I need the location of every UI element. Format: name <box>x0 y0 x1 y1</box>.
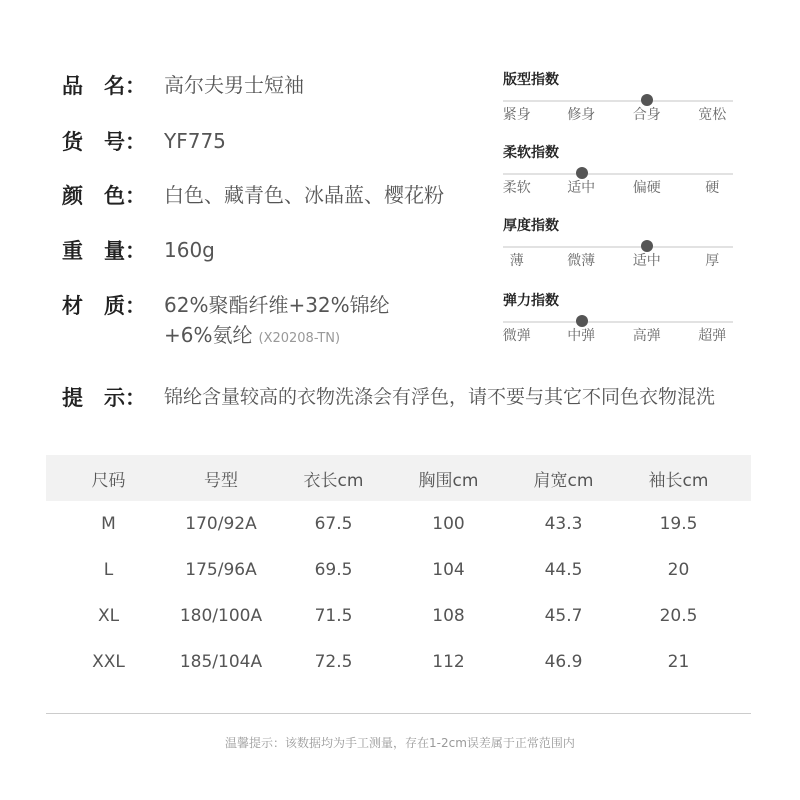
label-char: 货 <box>62 130 83 154</box>
info-key <box>62 126 154 156</box>
index-label: 高弹 <box>632 328 661 344</box>
table-cell: XXL <box>92 652 125 672</box>
product-material <box>164 290 390 354</box>
index-label: 合身 <box>632 107 661 123</box>
header-cell: 袖长cm <box>648 470 709 491</box>
table-cell: 21 <box>667 652 690 672</box>
label-char: 色： <box>104 184 146 208</box>
table-cell: 20.5 <box>659 606 698 626</box>
info-row-name <box>62 70 304 100</box>
index-line <box>503 246 733 248</box>
info-key <box>62 382 154 412</box>
index-line <box>503 321 733 323</box>
table-header <box>46 455 751 501</box>
index-label: 紧身 <box>502 107 531 123</box>
product-name: 高尔夫男士短袖 <box>164 73 304 97</box>
table-cell: 112 <box>432 652 465 672</box>
index-label: 微弹 <box>502 328 531 344</box>
info-key <box>62 235 154 265</box>
thickness-index <box>503 216 733 276</box>
index-title: 版型指数 <box>503 72 559 88</box>
label-char: 示： <box>104 386 146 410</box>
table-cell: 67.5 <box>314 514 353 534</box>
table-cell: 104 <box>432 560 465 580</box>
index-track <box>503 90 733 104</box>
measurement-note: 温馨提示：该数据均为手工测量，存在1-2cm误差属于正常范围内 <box>225 736 575 750</box>
table-cell: 45.7 <box>544 606 583 626</box>
label-char: 品 <box>62 74 83 98</box>
index-track <box>503 163 733 177</box>
table-cell: 69.5 <box>314 560 353 580</box>
label-char: 质： <box>104 294 146 318</box>
index-title: 厚度指数 <box>503 218 559 234</box>
material-line-2 <box>164 320 390 354</box>
table-cell: 43.3 <box>544 514 583 534</box>
label-char: 材 <box>62 294 83 318</box>
product-weight: 160g <box>164 238 215 262</box>
label-char: 颜 <box>62 184 83 208</box>
label-char: 提 <box>62 386 83 410</box>
tip-text: 锦纶含量较高的衣物洗涤会有浮色，请不要与其它不同色衣物混洗 <box>164 386 716 408</box>
table-cell: 185/104A <box>179 652 263 672</box>
info-row-weight <box>62 235 215 265</box>
index-label: 适中 <box>632 253 661 269</box>
index-label: 适中 <box>567 180 596 196</box>
info-key <box>62 180 154 210</box>
product-colors: 白色、藏青色、冰晶蓝、樱花粉 <box>164 183 444 207</box>
index-label: 薄 <box>509 253 524 269</box>
softness-index <box>503 143 733 203</box>
index-track <box>503 236 733 250</box>
index-labels <box>503 177 733 203</box>
care-tip <box>62 382 715 412</box>
divider <box>46 713 751 714</box>
index-line <box>503 173 733 175</box>
table-row <box>46 639 751 685</box>
header-cell: 肩宽cm <box>533 470 594 491</box>
table-cell: 44.5 <box>544 560 583 580</box>
header-cell: 胸围cm <box>418 470 479 491</box>
index-label: 厚 <box>705 253 720 269</box>
info-row-sku <box>62 126 226 156</box>
material-extra: +6%氨纶 <box>164 323 253 347</box>
table-cell: 19.5 <box>659 514 698 534</box>
index-label: 硬 <box>705 180 720 196</box>
index-label: 宽松 <box>698 107 727 123</box>
table-cell: 100 <box>432 514 465 534</box>
index-label: 修身 <box>567 107 596 123</box>
material-line-1: 62%聚酯纤维+32%锦纶 <box>164 293 390 317</box>
table-cell: 71.5 <box>314 606 353 626</box>
table-row <box>46 593 751 639</box>
elasticity-index <box>503 291 733 351</box>
label-char: 号： <box>104 130 146 154</box>
header-cell: 尺码 <box>91 470 126 491</box>
table-cell: 72.5 <box>314 652 353 672</box>
label-char: 量： <box>104 239 146 263</box>
table-cell: 20 <box>667 560 690 580</box>
product-sku: YF775 <box>164 129 226 153</box>
info-row-color <box>62 180 444 210</box>
material-code: (X20208-TN) <box>258 331 341 346</box>
index-label: 超弹 <box>698 328 727 344</box>
index-line <box>503 100 733 102</box>
size-table <box>46 455 751 685</box>
table-cell: M <box>101 514 116 534</box>
table-cell: 108 <box>432 606 465 626</box>
info-key <box>62 290 154 320</box>
info-key <box>62 70 154 100</box>
table-row <box>46 547 751 593</box>
index-label: 中弹 <box>567 328 596 344</box>
index-labels <box>503 325 733 351</box>
table-cell: XL <box>97 606 120 626</box>
index-label: 柔软 <box>502 180 531 196</box>
table-cell: 180/100A <box>179 606 263 626</box>
header-cell: 号型 <box>204 470 238 491</box>
index-label: 微薄 <box>567 253 596 269</box>
table-cell: L <box>103 560 114 580</box>
header-cell: 衣长cm <box>303 470 364 491</box>
index-track <box>503 311 733 325</box>
table-row <box>46 501 751 547</box>
table-cell: 170/92A <box>185 514 257 534</box>
table-cell: 46.9 <box>544 652 583 672</box>
index-labels <box>503 104 733 122</box>
index-label: 偏硬 <box>632 180 661 196</box>
fit-index <box>503 70 733 122</box>
index-title: 柔软指数 <box>503 145 559 161</box>
index-labels <box>503 250 733 276</box>
label-char: 名： <box>104 74 146 98</box>
index-title: 弹力指数 <box>503 293 559 309</box>
label-char: 重 <box>62 239 83 263</box>
table-cell: 175/96A <box>185 560 257 580</box>
info-row-material <box>62 290 390 354</box>
